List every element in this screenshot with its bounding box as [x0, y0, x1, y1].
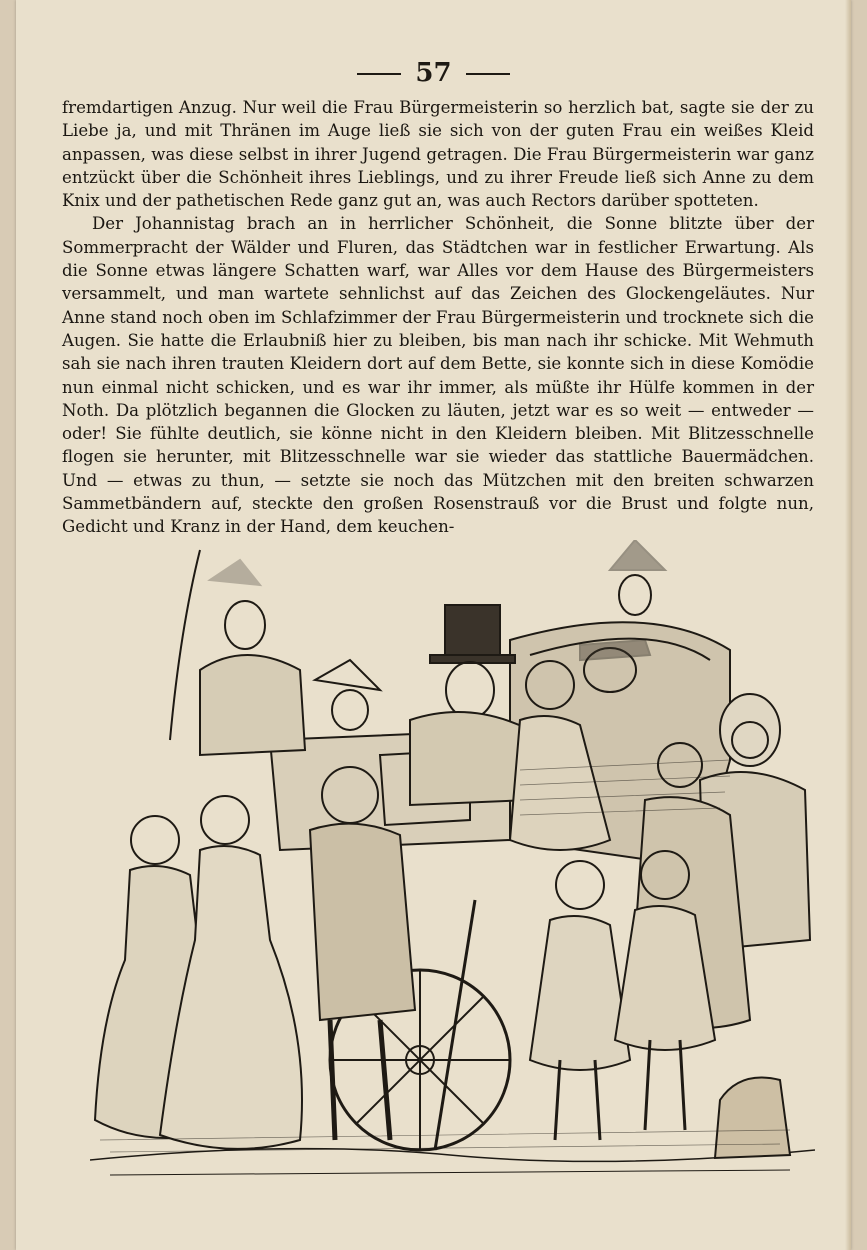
page-number-header: [16, 58, 851, 88]
body-text: [62, 96, 814, 539]
paragraph-2: Der Johannistag brach an in herrlicher Schönheit, die Sonne blitzte über der Sommerpracht der Wälder und Fluren, das Städtchen war in festlicher Erwartung. Als die Sonne etwas längere Schatten warf, war Alles vor dem Hause des Bürgermeisters versammelt, und man wartete sehnlichst auf das Zeichen des Glockengeläutes. Nur Anne stand noch oben im Schlafzimmer der Frau Bürgermeisterin und trocknete sich die Augen. Sie hatte die Erlaubniß hier zu bleiben, bis man nach ihr schicke. Mit Wehmuth sah sie nach ihren trauten Kleidern dort auf dem Bette, sie konnte sich in diese Komödie nun einmal nicht schicken, und es war ihr immer, als müßte ihr Hülfe kommen in der Noth. Da plötzlich begannen die Glocken zu läuten, jetzt war es so weit — entweder — oder! Sie fühlte deutlich, sie könne nicht in den Kleidern bleiben. Mit Blitzesschnelle flogen sie herunter, mit Blitzesschnelle war sie wieder das stattliche Bauermädchen. Und — etwas zu thun, — setzte sie noch das Mützchen mit den breiten schwarzen Sammetbändern auf, steckte den großen Rosenstrauß vor die Brust und folgte nun, Gedicht und Kranz in der Hand, dem keuchen-: [62, 214, 814, 537]
paragraph-1: fremdartigen Anzug. Nur weil die Frau Bürgermeisterin so herzlich bat, sagte sie der zu Liebe ja, und mit Thränen im Auge ließ sie sich von der guten Frau ein weißes Kleid anpassen, was diese selbst in ihrer Jugend getragen. Die Frau Bürgermeisterin war ganz entzückt über die Schönheit ihres Lieblings, und zu ihrer Freude ließ sich Anne zu dem Knix und der pathetischen Rede ganz gut an, was auch Rectors darüber spotteten.: [62, 98, 814, 211]
book-page: [16, 0, 851, 1250]
page-number: 57: [415, 58, 452, 88]
engraving-drawing: [90, 540, 815, 1190]
page-edge-shadow: [845, 0, 851, 1250]
engraving-illustration: [90, 540, 815, 1190]
left-dash: [357, 73, 401, 75]
right-dash: [466, 73, 510, 75]
